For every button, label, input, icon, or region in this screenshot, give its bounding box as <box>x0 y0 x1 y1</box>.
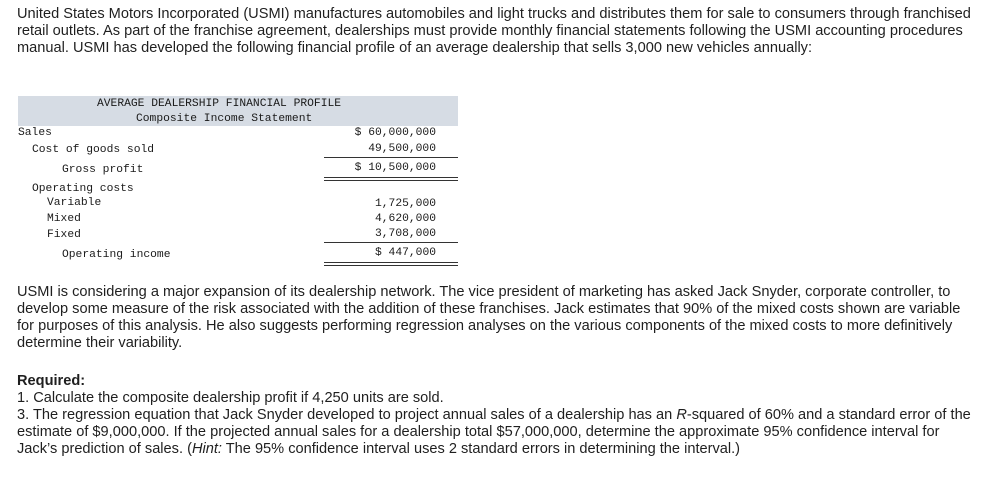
row-value-fixed: 3,708,000 <box>374 228 436 240</box>
required-section <box>17 373 972 458</box>
row-label-operating-income: Operating income <box>62 249 171 261</box>
table-subtitle: Composite Income Statement <box>136 113 313 125</box>
expansion-paragraph: USMI is considering a major expansion of its dealership network. The vice president of marketing has asked Jack Snyder, corporate controller, to develop some measure of the risk associated with the addition of these franchises. Jack estimates that 90% of the mixed costs shown are variable for purposes of this analysis. He also suggests performing regression analyses on the various components of the mixed costs to more definitively determine their variability. <box>17 284 961 351</box>
required-item-1: 1. Calculate the composite dealership profit if 4,250 units are sold. <box>17 390 444 406</box>
row-label-sales: Sales <box>18 127 52 139</box>
row-label-gross-profit: Gross profit <box>62 164 144 176</box>
row-value-gross-profit: $ 10,500,000 <box>354 162 436 174</box>
item3-hint: Hint: <box>191 441 222 457</box>
row-value-sales: $ 60,000,000 <box>354 127 436 139</box>
rule-double <box>324 177 458 181</box>
table-title: AVERAGE DEALERSHIP FINANCIAL PROFILE <box>97 98 342 110</box>
row-value-mixed: 4,620,000 <box>374 213 436 225</box>
row-label-operating-costs: Operating costs <box>32 183 134 195</box>
item3-text-a: 3. The regression equation that Jack Snyder developed to project annual sales of a dealership has an <box>17 407 677 423</box>
intro-paragraph: United States Motors Incorporated (USMI) manufactures automobiles and light trucks and distributes them for sale to consumers through franchised retail outlets. As part of the franchise agreement, dealerships must provide monthly financial statements following the USMI accounting procedures manual. USMI has developed the following financial profile of an average dealership that sells 3,000 new vehicles annually: <box>17 6 971 56</box>
row-value-operating-income: $ 447,000 <box>374 247 436 259</box>
item3-text-b: -squared of 60% and a standard error of the estimate of $9,000,000. If the projected annual sales for a dealership total $57,000,000, determine the approximate 95% confidence interval for Jack’s prediction of sales. ( <box>17 407 971 457</box>
rule-single <box>324 242 458 243</box>
table-header <box>18 96 458 126</box>
row-label-fixed: Fixed <box>47 229 81 241</box>
required-item-3 <box>17 407 972 458</box>
item3-rsquared: R <box>676 407 687 423</box>
rule-double <box>324 262 458 266</box>
required-heading: Required: <box>17 373 86 389</box>
item3-text-c: The 95% confidence interval uses 2 standard errors in determining the interval.) <box>221 441 741 457</box>
rule-single <box>324 157 458 158</box>
row-label-mixed: Mixed <box>47 213 81 225</box>
row-label-cogs: Cost of goods sold <box>32 144 155 156</box>
row-value-variable: 1,725,000 <box>374 198 436 210</box>
row-value-cogs: 49,500,000 <box>368 143 436 155</box>
row-label-variable: Variable <box>47 197 102 209</box>
